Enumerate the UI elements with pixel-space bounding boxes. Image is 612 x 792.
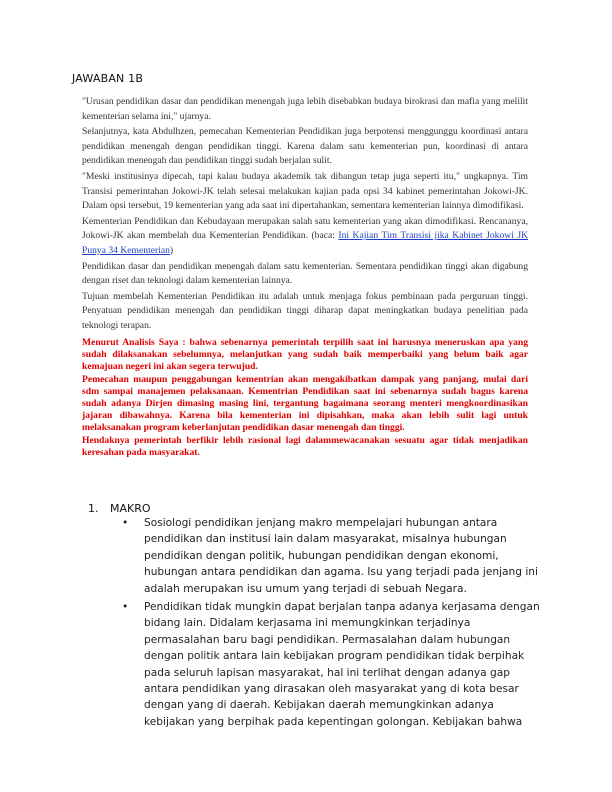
list-item-text: Sosiologi pendidikan jenjang makro mempelajari hubungan antara pendidikan dan institusi lain dalam masyarakat, misalnya hubungan pendidikan dengan politik, hubungan pendidikan dengan ekonomi, hubungan antara pendidikan dan agama. Isu yang terjadi pada jenjang ini adalah merupakan isu umum yang terjadi di sebuah Negara. xyxy=(144,517,538,595)
numbered-section-heading xyxy=(88,502,151,515)
section-title: MAKRO xyxy=(110,502,151,515)
quote-paragraph: "Meski institusinya dipecah, tapi kalau budaya akademik tak dibangun tetap juga seperti itu," ungkapnya. Tim Transisi pemerintahan Jokowi-JK telah selesai melakukan kajian pada opsi 34 kabinet pemerintahan Jokowi-JK. Dalam opsi tersebut, 19 kementerian yang ada saat ini dipertahankan, sementara kementerian lainnya dimodifikasi. xyxy=(82,170,528,212)
quote-paragraph-text: Kementerian Pendidikan dan Kebudayaan merupakan salah satu kementerian yang akan dimodifikasi. Rencananya, Jokowi-JK akan membelah dua Kementerian Pendidikan. (baca: xyxy=(82,215,528,242)
list-item xyxy=(120,515,540,597)
bullet-icon: • xyxy=(122,601,129,614)
quote-paragraph: Selanjutnya, kata Abdulhzen, pemecahan Kementerian Pendidikan juga berpotensi menggunggu koordinasi antara pendidikan menengah dengan pendidikan tinggi. Karena dalam satu kementerian pun, koordinasi di antara pendidikan menengah dan pendidikan tinggi sudah berjalan sulit. xyxy=(82,126,528,167)
quote-paragraph-with-link xyxy=(82,215,528,259)
bullet-icon: • xyxy=(122,517,129,529)
link-suffix: ) xyxy=(169,244,174,256)
list-item-text: Pendidikan tidak mungkin dapat berjalan tanpa adanya kerjasama dengan bidang lain. Didalam kerjasama ini memungkinkan terjadinya permasalahan baru bagi pendidikan. Permasalahan dalam hubungan dengan politik antara lain kebijakan program pendidikan tidak berpihak pada seluruh lapisan masyarakat, hal ini terlihat dengan adanya gap antara pendidikan yang dirasakan oleh masyarakat yang di kota besar dengan yang di daerah. Kebijakan daerah memungkinkan adanya kebijakan yang berpihak pada kepentingan golongan. Kebijakan bahwa xyxy=(144,601,540,728)
article-link[interactable]: Ini Kajian Tim Transisi jika Kabinet Jokowi JK Punya 34 Kementerian xyxy=(82,230,529,256)
analysis-paragraph: Pemecahan maupun penggabungan kementrian akan mengakibatkan dampak yang panjang, mulai dari sdm sampai manajemen pelaksanaan. Kementrian Pendidikan saat ini sebenarnya sudah bagus karena sudah adanya Dirjen dimasing masing lini, tergantung bagaimana seorang menteri mengkoordinasikan jajaran dibawahnya. Karena bila kementerian ini dipisahkan, maka akan lebih sulit lagi untuk melaksanakan program keberlanjutan pendidikan dasar menengah dan tinggi. xyxy=(82,373,528,434)
section-number: 1. xyxy=(88,502,99,515)
page-heading: JAWABAN 1B xyxy=(72,72,144,85)
quoted-article xyxy=(82,95,528,334)
quote-paragraph: Pendidikan dasar dan pendidikan menengah dalam satu kementerian. Sementara pendidikan tinggi akan digabung dengan riset dan teknologi dalam kementerian lainnya. xyxy=(82,260,528,287)
bullet-list xyxy=(120,515,540,732)
list-item xyxy=(120,599,540,730)
analysis-paragraph: Menurut Analisis Saya : bahwa sebenarnya pemerintah terpilih saat ini harusnya meneruskan apa yang sudah dilaksanakan sebelumnya, melanjutkan yang sudah baik memperbaiki yang belum baik agar kemajuan negeri ini akan segera terwujud. xyxy=(82,337,528,373)
analysis-block xyxy=(82,337,528,459)
analysis-paragraph: Hendaknya pemerintah berfikir lebih rasional lagi dalammewacanakan sesuatu agar tidak menjadikan keresahan pada masyarakat. xyxy=(82,434,528,458)
quote-paragraph: "Urusan pendidikan dasar dan pendidikan menengah juga lebih disebabkan budaya birokrasi dan mafia yang melilit kementerian selama ini," ujarnya. xyxy=(82,96,528,122)
quote-paragraph: Tujuan membelah Kementerian Pendidikan itu adalah untuk menjaga fokus pembinaan pada perguruan tinggi. Penyatuan pendidikan menengah dan pendidikan tinggi diharap dapat meningkatkan budaya penelitian pada teknologi terapan. xyxy=(82,290,528,331)
